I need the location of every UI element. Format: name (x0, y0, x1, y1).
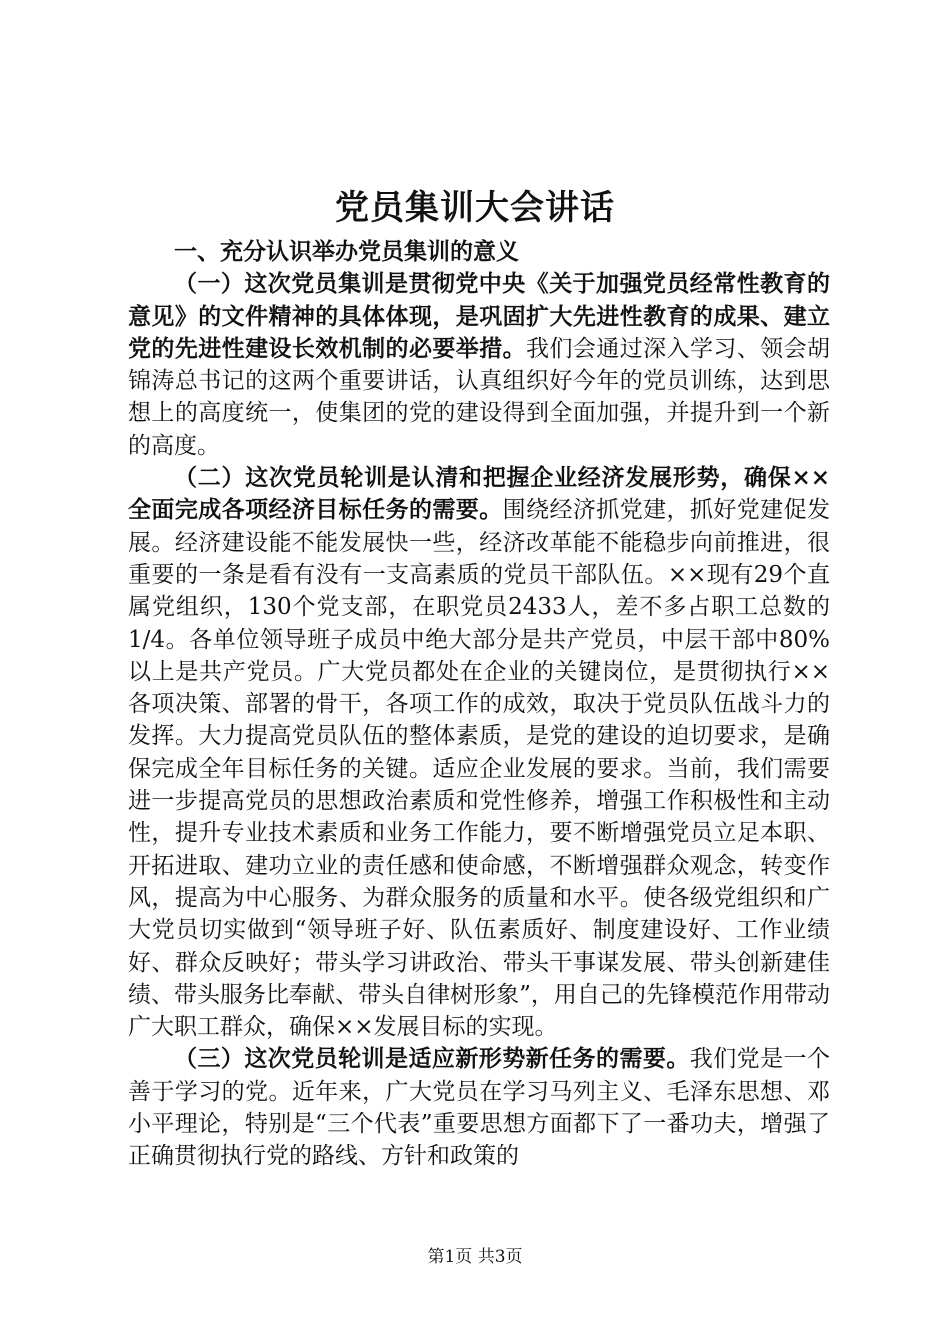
document-body (128, 236, 830, 1173)
paragraph-1-body: 我们会通过深入学习、领会胡锦涛总书记的这两个重要讲话，认真组织好今年的党员训练，达到思想上的高度统一，使集团的党的建设得到全面加强，并提升到一个新的高度。 (128, 335, 831, 459)
page-indicator: 第1页 共3页 (427, 1247, 523, 1267)
paragraph-2 (128, 462, 830, 1043)
document-title: 党员集训大会讲话 (335, 188, 615, 228)
paragraph-2-body: 围绕经济抓党建，抓好党建促发展。经济建设能不能发展快一些，经济改革能不能稳步向前推进，很重要的一条是看有没有一支高素质的党员干部队伍。××现有29个直属党组织，130个党支部，在职党员2433人，差不多占职工总数的1/4。各单位领导班子成员中绝大部分是共产党员，中层干部中80%以上是共产党员。广大党员都处在企业的关键岗位，是贯彻执行××各项决策、部署的骨干，各项工作的成效，取决于党员队伍战斗力的发挥。大力提高党员队伍的整体素质，是党的建设的迫切要求，是确保完成全年目标任务的关键。适应企业发展的要求。当前，我们需要进一步提高党员的思想政治素质和党性修养，增强工作积极性和主动性，提升专业技术素质和业务工作能力，要不断增强党员立足本职、开拓进取、建功立业的责任感和使命感，不断增强群众观念，转变作风，提高为中心服务、为群众服务的质量和水平。使各级党组织和广大党员切实做到“领导班子好、队伍素质好、制度建设好、工作业绩好、群众反映好；带头学习讲政治、带头干事谋发展、带头创新建佳绩、带头服务比奉献、带头自律树形象”，用自己的先锋模范作用带动广大职工群众，确保××发展目标的实现。 (128, 497, 831, 1041)
paragraph-1 (128, 268, 830, 462)
section-heading: 一、充分认识举办党员集训的意义 (174, 238, 519, 265)
paragraph-3-lead: （三）这次党员轮训是适应新形势新任务的需要。 (174, 1045, 690, 1073)
paragraph-1-lead: （一）这次党员集训是贯彻党中央《关于加强党员经常性教育的意见》的文件精神的具体体现，是巩固扩大先进性教育的成果、建立党的先进性建设长效机制的必要举措。 (128, 270, 830, 362)
paragraph-2-lead: （二）这次党员轮训是认清和把握企业经济发展形势，确保××全面完成各项经济目标任务的需要。 (128, 464, 830, 524)
paragraph-3-body: 我们党是一个善于学习的党。近年来，广大党员在学习马列主义、毛泽东思想、邓小平理论，特别是“三个代表”重要思想方面都下了一番功夫，增强了正确贯彻执行党的路线、方针和政策的 (128, 1046, 831, 1170)
paragraph-3 (128, 1043, 830, 1172)
